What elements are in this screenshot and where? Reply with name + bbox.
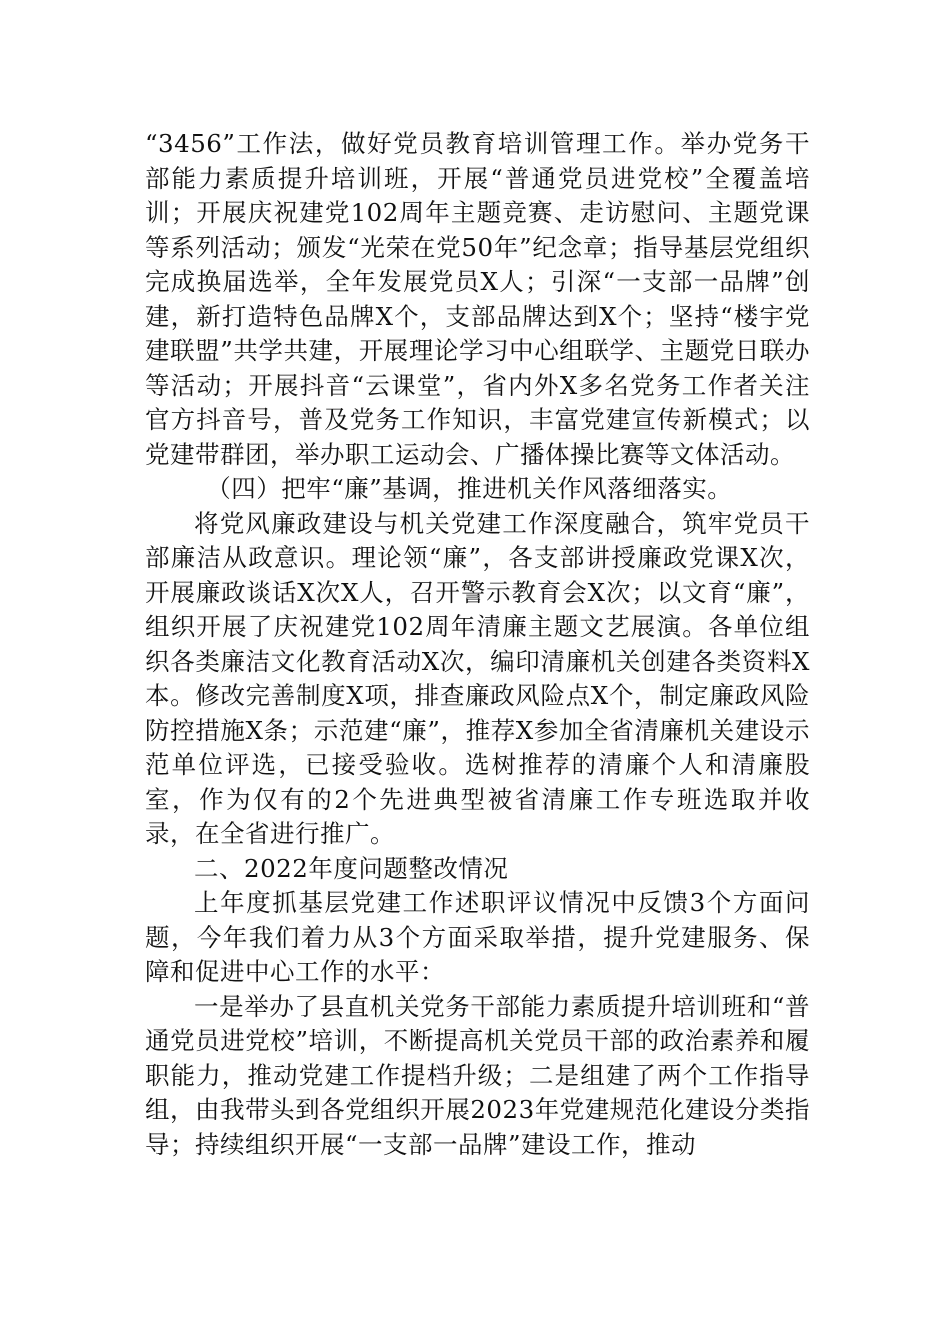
paragraph-continuation: “3456”工作法，做好党员教育培训管理工作。举办党务干部能力素质提升培训班，开展“普通党员进党校”全覆盖培训；开展庆祝建党102周年主题竞赛、走访慰问、主题党课等系列活动；颁发“光荣在党50年”纪念章；指导基层党组织完成换届选举，全年发展党员X人；引深“一支部一品牌”创建，新打造特色品牌X个，支部品牌达到X个；坚持“楼宇党建联盟”共学共建，开展理论学习中心组联学、主题党日联办等活动；开展抖音“云课堂”，省内外X多名党务工作者关注官方抖音号，普及党务工作知识，丰富党建宣传新模式；以党建带群团，举办职工运动会、广播体操比赛等文体活动。 — [145, 129, 810, 469]
paragraph-feedback: 上年度抓基层党建工作述职评议情况中反馈3个方面问题，今年我们着力从3个方面采取举措，提升党建服务、保障和促进中心工作的水平： — [145, 888, 810, 986]
sub-heading-four: （四）把牢“廉”基调，推进机关作风落细落实。 — [206, 474, 733, 503]
paragraph-integrity: 将党风廉政建设与机关党建工作深度融合，筑牢党员干部廉洁从政意识。理论领“廉”，各支部讲授廉政党课X次，开展廉政谈话X次X人，召开警示教育会X次；以文育“廉”，组织开展了庆祝建党102周年清廉主题文艺展演。各单位组织各类廉洁文化教育活动X次，编印清廉机关创建各类资料X本。修改完善制度X项，排查廉政风险点X个，制定廉政风险防控措施X条；示范建“廉”，推荐X参加全省清廉机关建设示范单位评选，已接受验收。选树推荐的清廉个人和清廉股室，作为仅有的2个先进典型被省清廉工作专班选取并收录，在全省进行推广。 — [145, 508, 810, 848]
document-body — [145, 127, 810, 1162]
section-heading-two: 二、2022年度问题整改情况 — [194, 853, 509, 883]
paragraph-measures: 一是举办了县直机关党务干部能力素质提升培训班和“普通党员进党校”培训，不断提高机关党员干部的政治素养和履职能力，推动党建工作提档升级；二是组建了两个工作指导组，由我带头到各党组织开展2023年党建规范化建设分类指导；持续组织开展“一支部一品牌”建设工作，推动 — [145, 991, 810, 1159]
